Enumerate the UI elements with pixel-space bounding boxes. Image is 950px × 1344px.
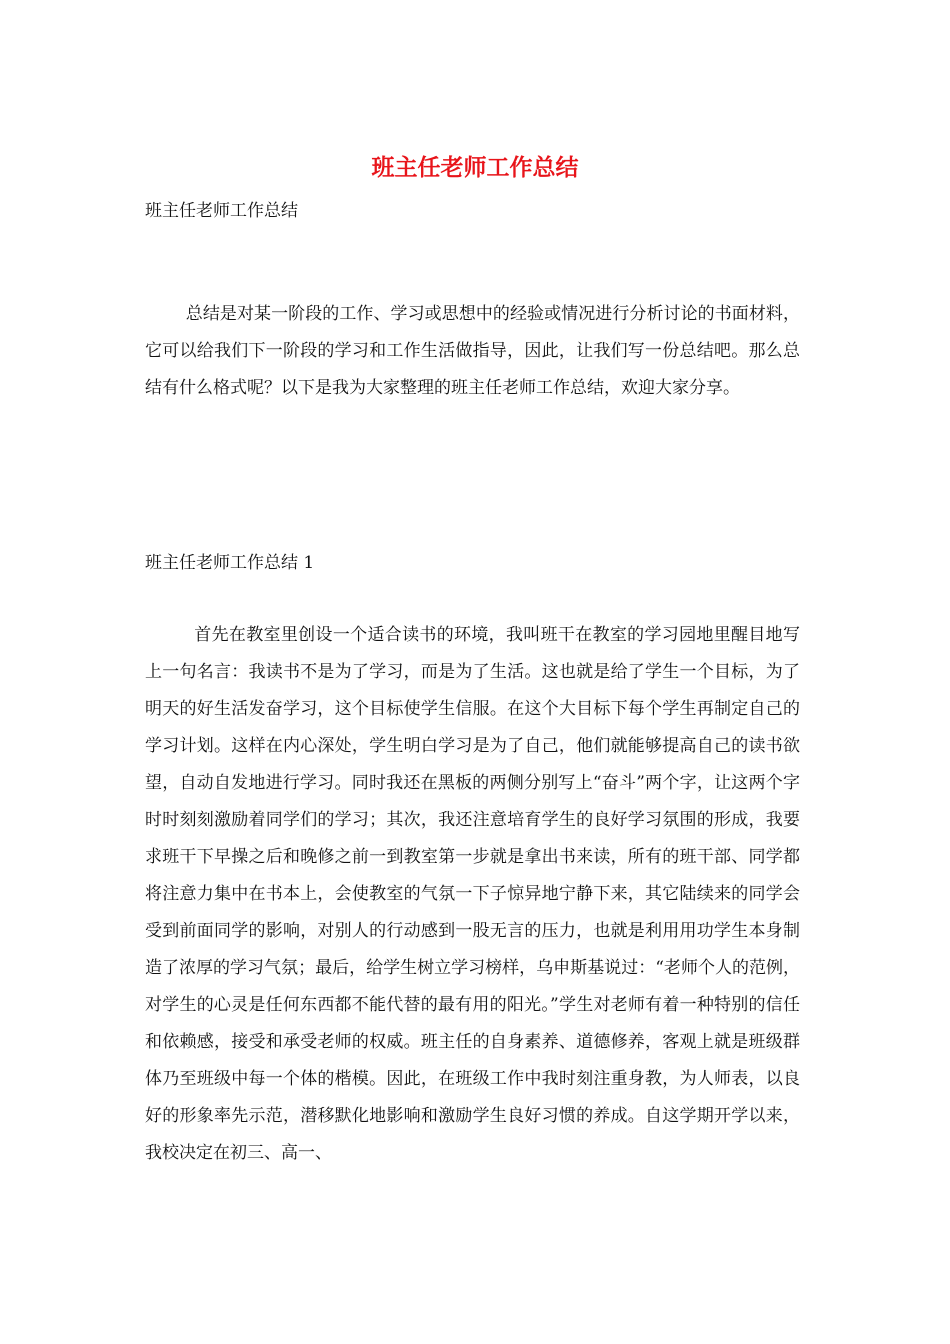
subtitle: 班主任老师工作总结 (145, 201, 298, 221)
body-paragraph: 首先在教室里创设一个适合读书的环境，我叫班干在教室的学习园地里醒目地写上一句名言：我读书不是为了学习，而是为了生活。这也就是给了学生一个目标，为了明天的好生活发奋学习，这个目标使学生信服。在这个大目标下每个学生再制定自己的学习计划。这样在内心深处，学生明白学习是为了自己，他们就能够提高自己的读书欲望，自动自发地进行学习。同时我还在黑板的两侧分别写上“奋斗”两个字，让这两个字时时刻刻激励着同学们的学习；其次，我还注意培育学生的良好学习氛围的形成，我要求班干下早操之后和晚修之前一到教室第一步就是拿出书来读，所有的班干部、同学都将注意力集中在书本上，会使教室的气氛一下子惊异地宁静下来，其它陆续来的同学会受到前面同学的影响，对别人的行动感到一股无言的压力，也就是利用用功学生本身制造了浓厚的学习气氛；最后，给学生树立学习榜样，乌申斯基说过：“老师个人的范例，对学生的心灵是任何东西都不能代替的最有用的阳光。”学生对老师有着一种特别的信任和依赖感，接受和承受老师的权威。班主任的自身素养、道德修养，客观上就是班级群体乃至班级中每一个体的楷模。因此，在班级工作中我时刻注重身教，为人师表，以良好的形象率先示范，潜移默化地影响和激励学生良好习惯的养成。自这学期开学以来，我校决定在初三、高一、 (145, 625, 800, 1163)
intro-paragraph: 总结是对某一阶段的工作、学习或思想中的经验或情况进行分析讨论的书面材料，它可以给我们下一阶段的学习和工作生活做指导，因此，让我们写一份总结吧。那么总结有什么格式呢？以下是我为大家整理的班主任老师工作总结，欢迎大家分享。 (145, 304, 800, 398)
section-heading: 班主任老师工作总结 1 (145, 553, 315, 573)
page-title: 班主任老师工作总结 (371, 154, 579, 181)
